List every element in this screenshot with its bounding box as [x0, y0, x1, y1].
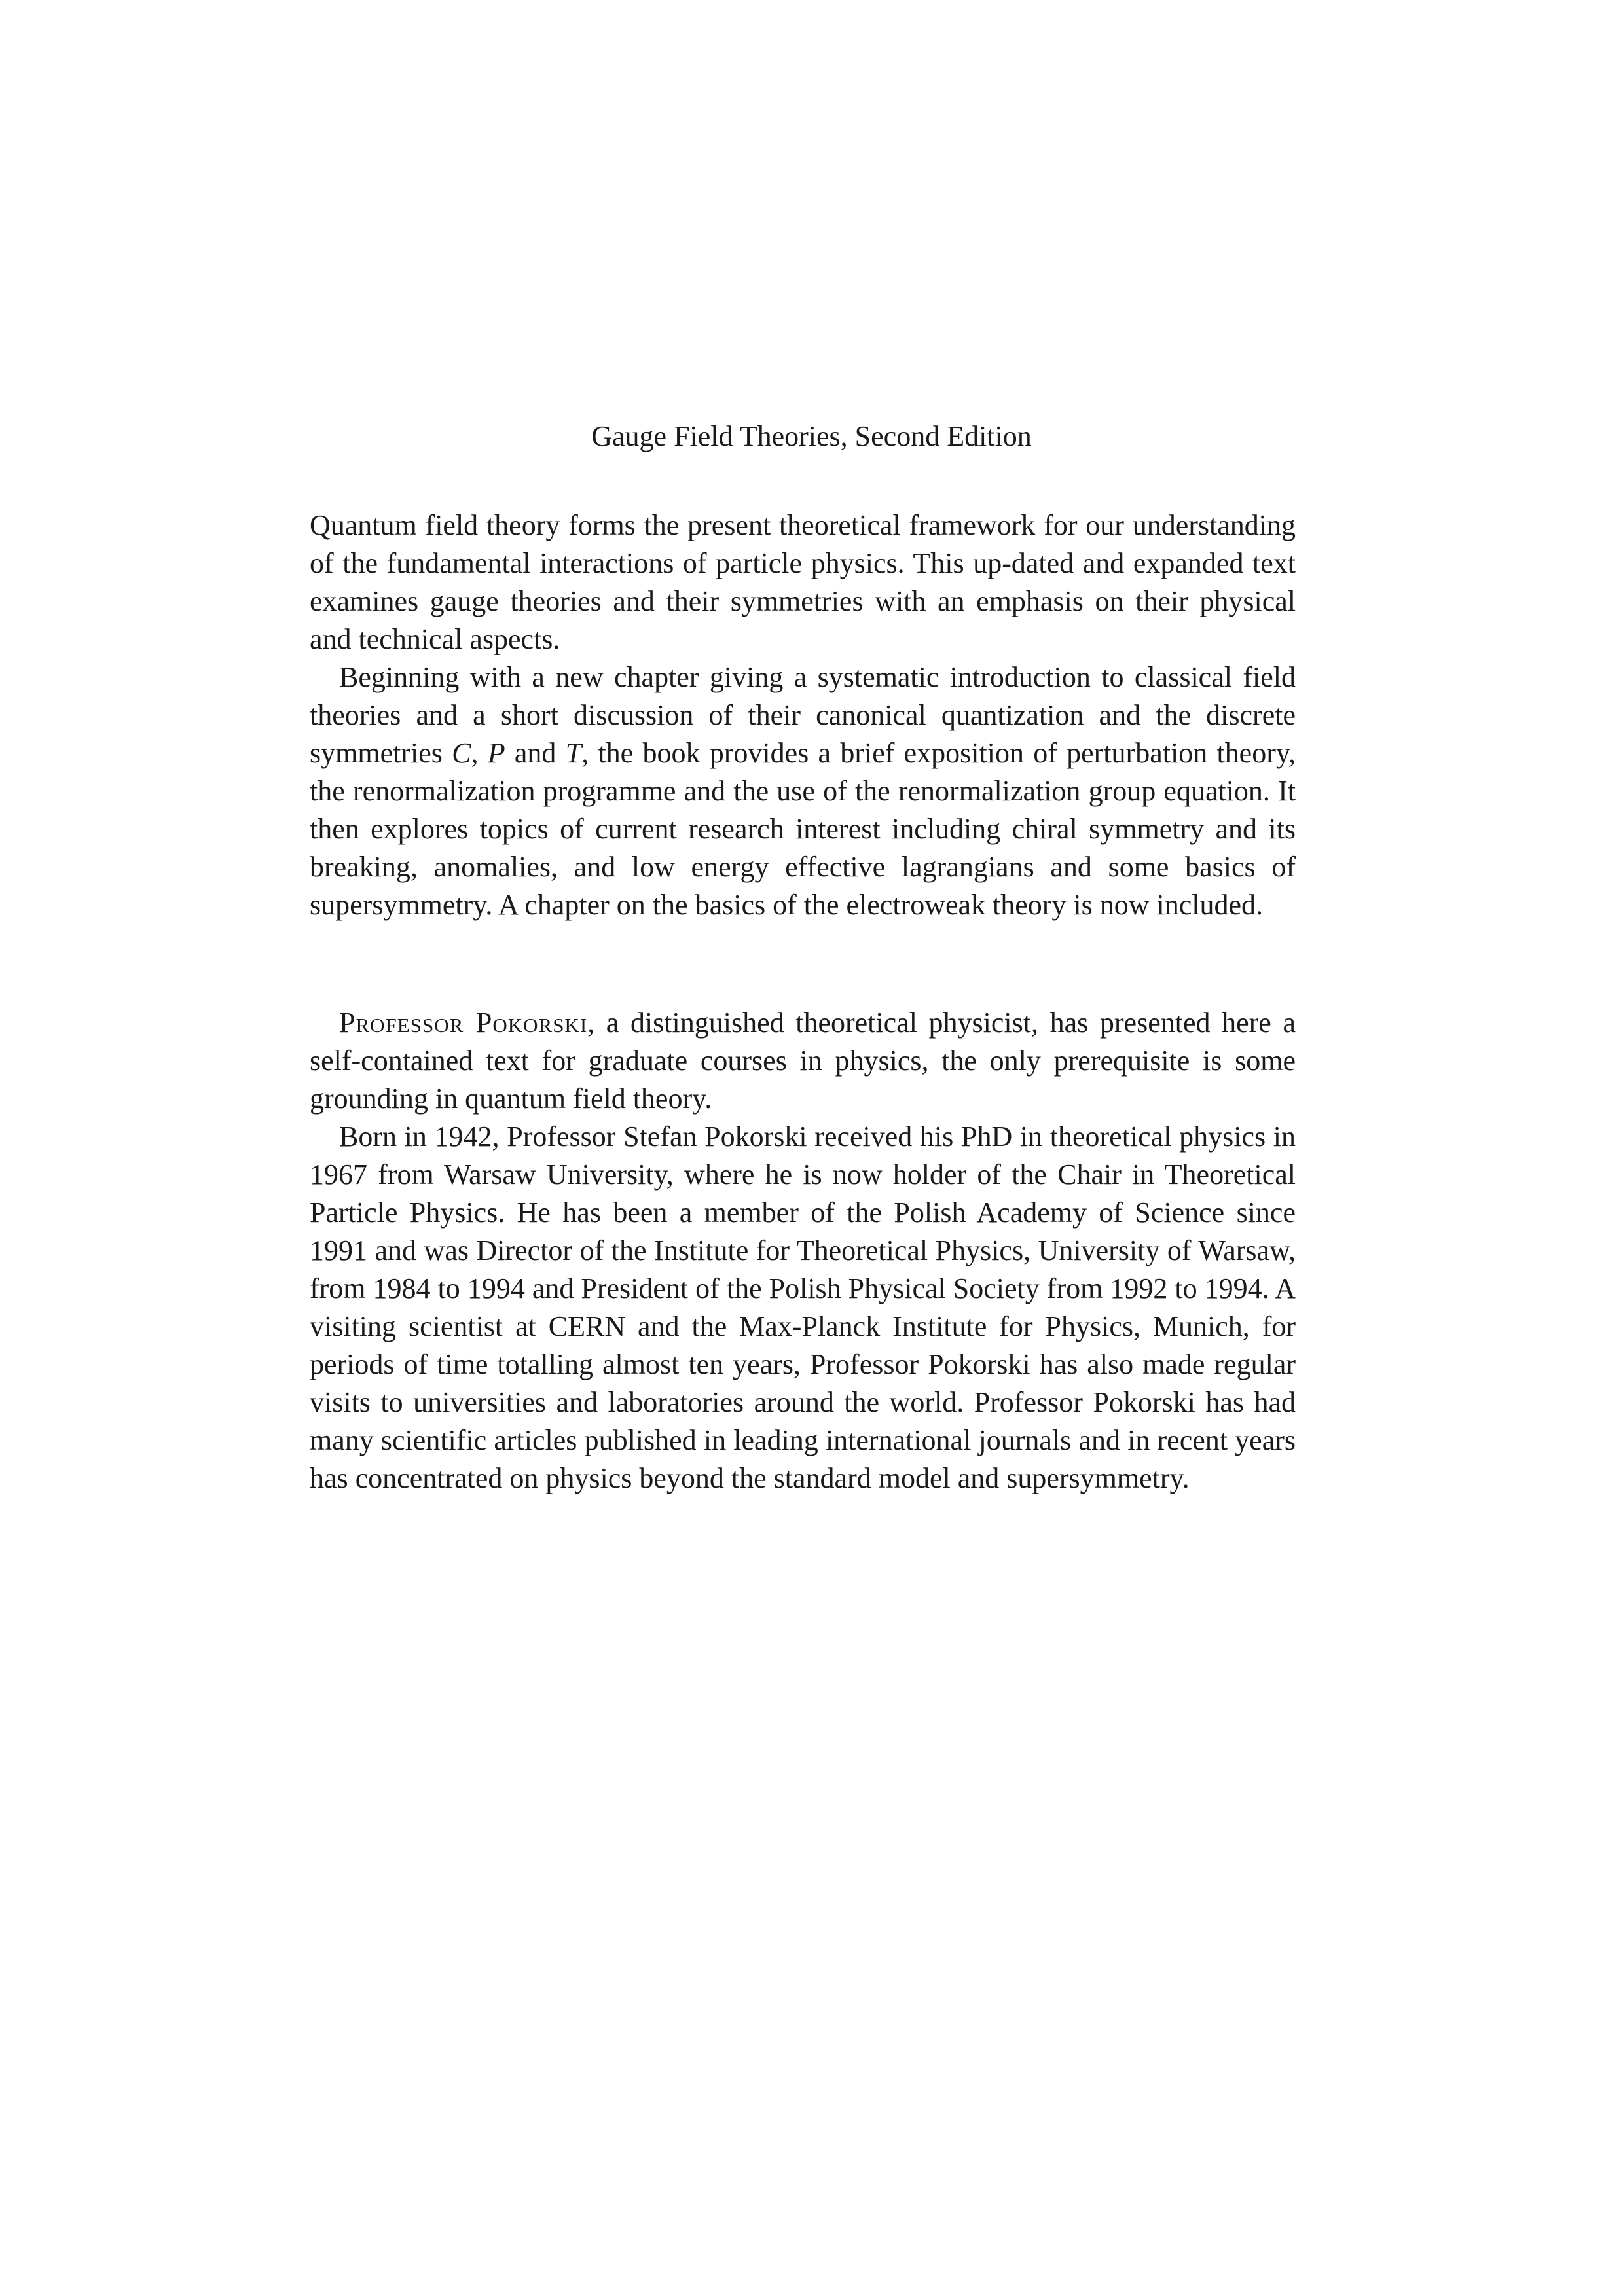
symbol-t: T	[565, 737, 582, 769]
author-biography	[310, 1004, 1296, 1498]
book-description	[310, 507, 1296, 924]
author-name: Professor Pokorski	[339, 1007, 588, 1039]
author-paragraph	[310, 1004, 1296, 1118]
symbol-c: C	[452, 737, 471, 769]
separator: ,	[471, 737, 488, 769]
description-text: , the book provides a brief exposition of perturbation theory, the renormalization programme and the use of the renormalization group equation. It then explores topics of current research interest including chiral symmetry and its breaking, anomalies, and low energy effective lagrangians and some basics of supersymmetry. A chapter on the basics of the electroweak theory is now included.	[310, 737, 1296, 921]
author-paragraph: Born in 1942, Professor Stefan Pokorski received his PhD in theoretical physics in 1967 from Warsaw University, where he is now holder of the Chair in Theoretical Particle Physics. He has been a member of the Polish Academy of Science since 1991 and was Director of the Institute for Theoretical Physics, University of Warsaw, from 1984 to 1994 and President of the Polish Physical Society from 1992 to 1994. A visiting scientist at CERN and the Max-Planck Institute for Physics, Munich, for periods of time totalling almost ten years, Professor Pokorski has also made regular visits to universities and laboratories around the world. Professor Pokorski has had many scientific articles published in leading international journals and in recent years has concentrated on physics beyond the standard model and supersymmetry.	[310, 1121, 1296, 1494]
author-text: , a distinguished theoretical physicist, has presented here a self-contained text for graduate courses in physics, the only prerequisite is some grounding in quantum field theory.	[310, 1007, 1296, 1115]
symbol-p: P	[487, 737, 505, 769]
description-paragraph	[310, 658, 1296, 924]
description-paragraph: Quantum field theory forms the present theoretical framework for our understanding of the fundamental interactions of particle physics. This up-dated and expanded text examines gauge theories and their symmetries with an emphasis on their physical and technical aspects.	[310, 509, 1296, 655]
description-text: Beginning with a new chapter giving a systematic introduction to classical field theories and a short discussion of their canonical quantization and the discrete symmetries	[310, 661, 1296, 769]
separator: and	[505, 737, 566, 769]
page-title: Gauge Field Theories, Second Edition	[591, 420, 1032, 452]
